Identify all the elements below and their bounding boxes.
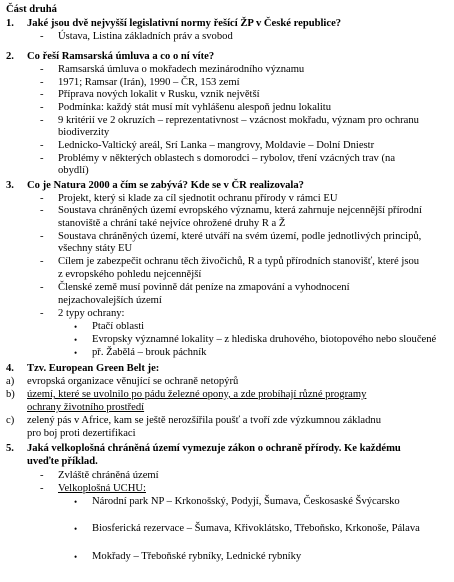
q5-subitem: Mokřady – Třeboňské rybníky, Lednické rybníky [92, 551, 302, 562]
q2-item: Podmínka: každý stát musí mít vyhlášenu alespoň jednu lokalitu [58, 102, 332, 113]
q5-subitem: Biosferická rezervace – Šumava, Křivoklátsko, Třeboňsko, Krkonoše, Pálava [92, 523, 420, 534]
q5-item: Velkoplošná UCHU: [58, 483, 146, 494]
q4-option-b: území, které se uvolnilo po pádu železné opony, a zde probíhají různé programy [27, 389, 367, 400]
q3-item: Cílem je zabezpečit ochranu těch živočichů, R a typů přírodních stanovišť, které jsou [58, 256, 420, 267]
option-letter: b) [6, 389, 15, 400]
dash: - [40, 231, 44, 242]
dash: - [40, 308, 44, 319]
bullet: • [74, 552, 78, 562]
section-heading: Část druhá [6, 4, 57, 15]
q3-item-cont: stanoviště a chrání také nejvíce ohrožené druhy R a Ž [58, 218, 286, 229]
dash: - [40, 115, 44, 126]
q2-number: 2. [6, 51, 14, 62]
bullet: • [74, 348, 78, 358]
dash: - [40, 470, 44, 481]
dash: - [40, 77, 44, 88]
bullet: • [74, 335, 78, 345]
dash: - [40, 102, 44, 113]
q2-item: Ramsarská úmluva o mokřadech mezinárodního významu [58, 64, 305, 75]
q3-item: Soustava chráněných území, které utváří na svém území, podle jednotlivých principů, [58, 231, 422, 242]
bullet: • [74, 497, 78, 507]
q2-item: Lednicko-Valtický areál, Srí Lanka – mangrovy, Moldavie – Dolní Dniestr [58, 140, 375, 151]
dash: - [40, 205, 44, 216]
dash: - [40, 256, 44, 267]
q2-item: 9 kritérií ve 2 okruzích – reprezentativnost – vzácnost mokřadu, význam pro ochranu [58, 115, 419, 126]
q3-item-cont: z evropského pohledu nejcennější [58, 269, 202, 280]
q3-item: Soustava chráněných území evropského významu, která zahrnuje nejcennější přírodní [58, 205, 422, 216]
dash: - [40, 282, 44, 293]
q2-item-cont: obydlí) [58, 165, 89, 176]
q3-item-cont: všechny státy EU [58, 243, 133, 254]
q5-question-cont: uveďte příklad. [27, 456, 98, 467]
option-letter: c) [6, 415, 15, 426]
q2-item: Příprava nových lokalit v Rusku, vznik největší [58, 89, 260, 100]
q5-item: Zvláště chráněná území [58, 470, 159, 481]
q2-item: Problémy v některých oblastech s domorodci – rybolov, tření vzácných trav (na [58, 153, 396, 164]
q2-question: Co řeší Ramsarská úmluva a co o ní víte? [27, 51, 215, 62]
option-letter: a) [6, 376, 15, 387]
dash: - [40, 31, 44, 42]
q2-item: 1971; Ramsar (Irán), 1990 – ČR, 153 zemí [58, 77, 240, 88]
q3-subitem: Ptačí oblasti [92, 321, 145, 332]
q4-question: Tzv. European Green Belt je: [27, 363, 160, 374]
q4-option-c-cont: pro boj proti dezertifikaci [27, 428, 136, 439]
q1-question: Jaké jsou dvě nejvyšší legislativní normy řešící ŽP v České republice? [27, 18, 342, 29]
q5-subitem: Národní park NP – Krkonošský, Podyjí, Šumava, Českosaské Švýcarsko [92, 496, 400, 507]
dash: - [40, 140, 44, 151]
q5-number: 5. [6, 443, 14, 454]
dash: - [40, 64, 44, 75]
q3-question: Co je Natura 2000 a čím se zabývá? Kde se v ČR realizovala? [27, 180, 304, 191]
q1-number: 1. [6, 18, 14, 29]
dash: - [40, 153, 44, 164]
q3-item: Členské země musí povinně dát peníze na zmapování a vyhodnocení [58, 282, 350, 293]
bullet: • [74, 322, 78, 332]
q4-option-b-cont: ochrany životního prostředí [27, 402, 145, 413]
q2-item-cont: biodiverzity [58, 127, 110, 138]
dash: - [40, 483, 44, 494]
q5-question: Jaká velkoplošná chráněná území vymezuje zákon o ochraně přírody. Ke každému [27, 443, 401, 454]
bullet: • [74, 524, 78, 534]
q3-subitem: Evropsky významné lokality – z hlediska druhového, biotopového nebo sloučené [92, 334, 437, 345]
q3-subitem: př. Žabělá – brouk páchník [92, 347, 207, 358]
q3-item: 2 typy ochrany: [58, 308, 125, 319]
q3-item: Projekt, který si klade za cíl sjednotit ochranu přírody v rámci EU [58, 193, 338, 204]
q4-number: 4. [6, 363, 14, 374]
dash: - [40, 193, 44, 204]
dash: - [40, 89, 44, 100]
q3-item-cont: nejzachovalejších území [58, 295, 162, 306]
q4-option-a: evropská organizace věnující se ochraně netopýrů [27, 376, 239, 387]
q3-number: 3. [6, 180, 14, 191]
q4-option-c: zelený pás v Africe, kam se ještě nerozšířila poušť a tvoří zde výzkumnou základnu [27, 415, 382, 426]
q1-answer: Ústava, Listina základních práv a svobod [58, 31, 233, 42]
